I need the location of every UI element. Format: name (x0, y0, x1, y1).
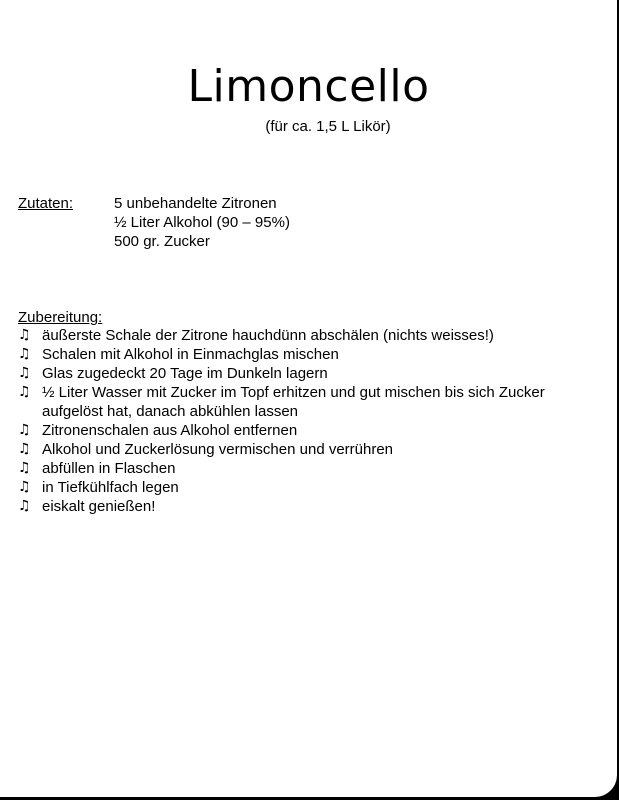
preparation-step (18, 459, 608, 478)
preparation-step (18, 440, 608, 459)
preparation-step (18, 421, 608, 440)
page-subtitle: (für ca. 1,5 L Likör) (265, 118, 391, 135)
preparation-step (18, 497, 608, 516)
music-note-icon: ♫ (18, 498, 31, 514)
music-note-icon: ♫ (18, 384, 31, 400)
ingredient-item: ½ Liter Alkohol (90 – 95%) (114, 214, 290, 231)
music-note-icon: ♫ (18, 346, 31, 362)
music-note-icon: ♫ (18, 479, 31, 495)
music-note-icon: ♫ (18, 460, 31, 476)
music-note-icon: ♫ (18, 422, 31, 438)
music-note-icon: ♫ (18, 441, 31, 457)
preparation-heading: Zubereitung: (18, 309, 103, 326)
step-text: Glas zugedeckt 20 Tage im Dunkeln lagern (42, 365, 328, 382)
preparation-steps (18, 326, 608, 516)
step-text: abfüllen in Flaschen (42, 460, 176, 477)
step-text: Alkohol und Zuckerlösung vermischen und verrühren (42, 441, 394, 458)
page-title: Limoncello (187, 61, 430, 112)
step-text: Zitronenschalen aus Alkohol entfernen (42, 422, 298, 439)
preparation-step (18, 383, 608, 421)
preparation-step (18, 364, 608, 383)
preparation-step (18, 326, 608, 345)
preparation-step (18, 478, 608, 497)
music-note-icon: ♫ (18, 327, 31, 343)
ingredient-item: 5 unbehandelte Zitronen (114, 195, 277, 212)
preparation-step (18, 345, 608, 364)
ingredients-heading: Zutaten: (18, 195, 74, 212)
step-text: Schalen mit Alkohol in Einmachglas mischen (42, 346, 339, 363)
step-text: in Tiefkühlfach legen (42, 479, 179, 496)
step-text: äußerste Schale der Zitrone hauchdünn abschälen (nichts weisses!) (42, 327, 494, 344)
ingredient-item: 500 gr. Zucker (114, 233, 210, 250)
music-note-icon: ♫ (18, 365, 31, 381)
step-text: eiskalt genießen! (42, 498, 156, 515)
ingredients-list (114, 194, 290, 251)
step-text: ½ Liter Wasser mit Zucker im Topf erhitzen und gut mischen bis sich Zucker aufgelöst hat, danach abkühlen lassen (42, 384, 545, 420)
